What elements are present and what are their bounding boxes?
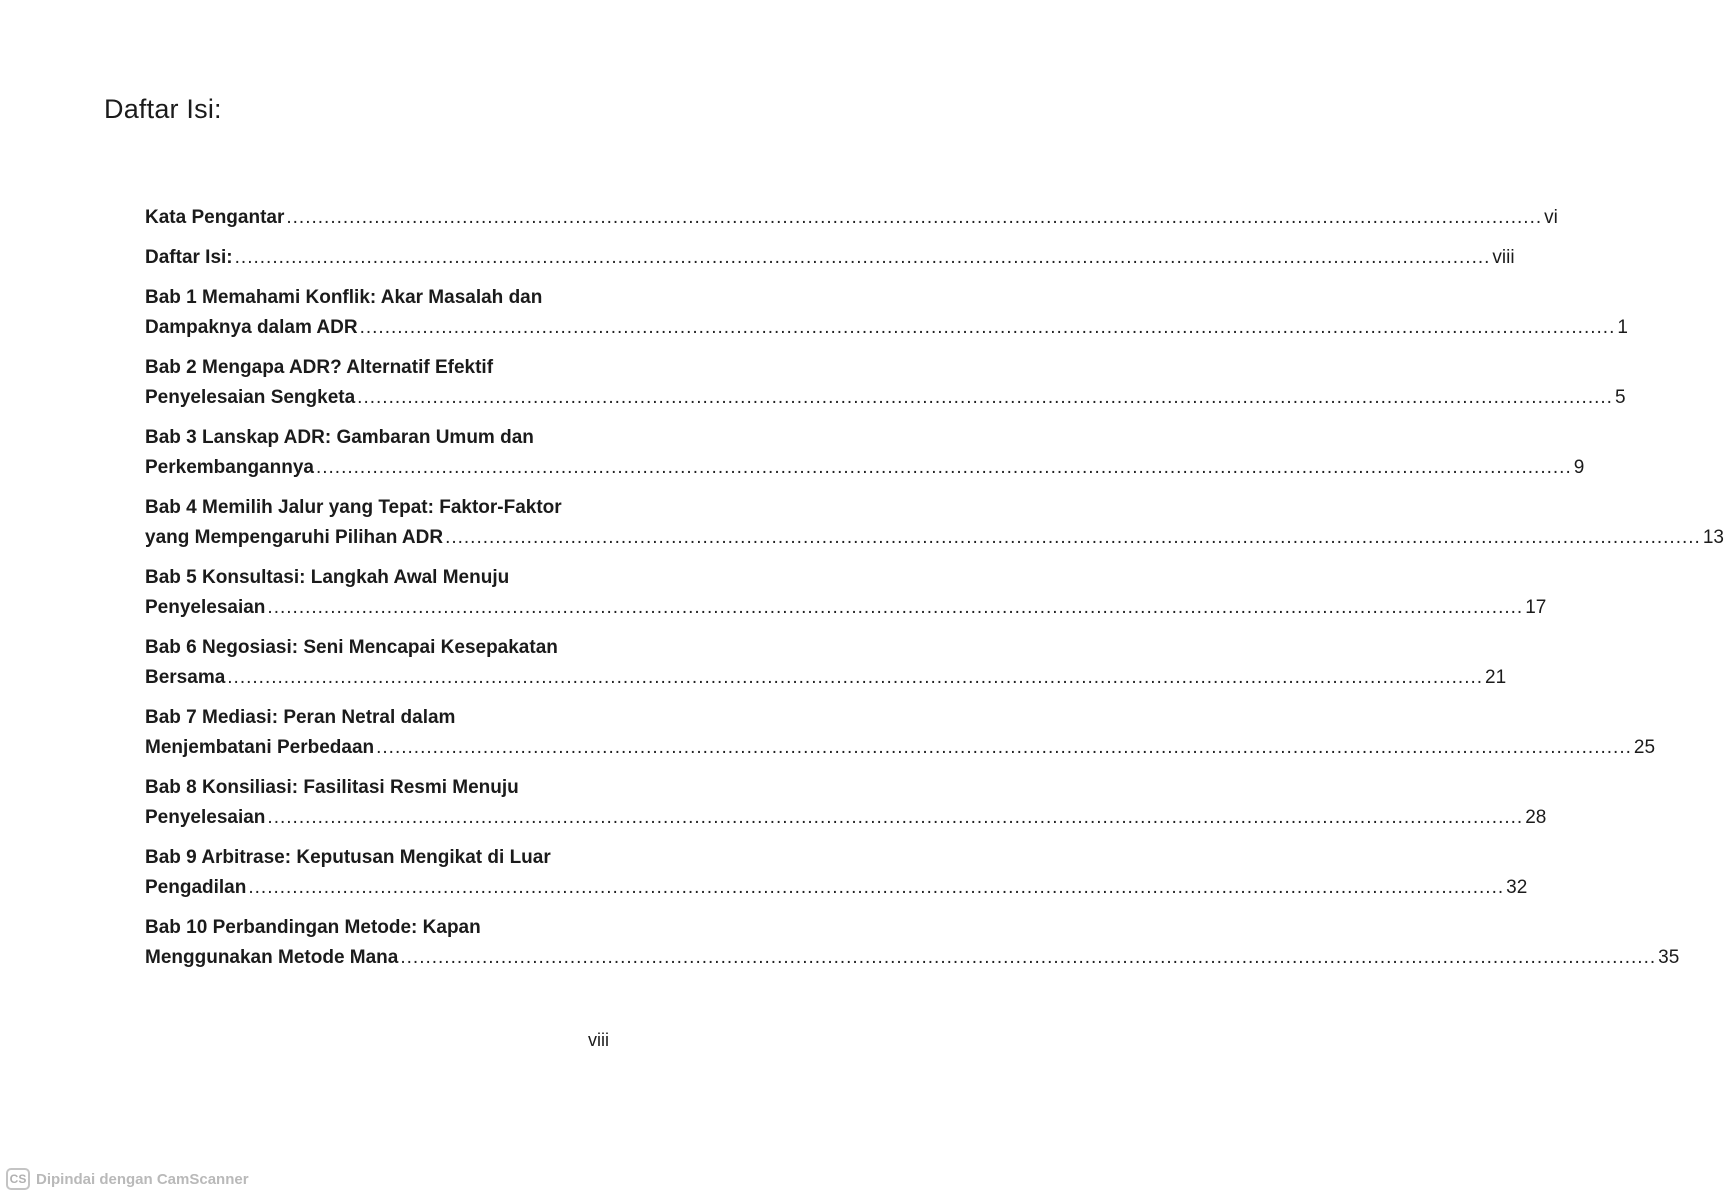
table-of-contents (145, 203, 1724, 973)
toc-entry-title-line: Bab 2 Mengapa ADR? Alternatif Efektif (145, 357, 494, 378)
toc-entry-title: yang Mempengaruhi Pilihan ADR (145, 527, 444, 548)
toc-entry (145, 703, 1656, 763)
toc-entry (145, 203, 1558, 233)
dot-leader: ........................................................................................................................................................................................................ (286, 207, 1543, 228)
dot-leader: ........................................................................................................................................................................................................ (357, 387, 1613, 408)
toc-entry-page: 21 (1485, 667, 1507, 688)
toc-entry-title-line: Bab 9 Arbitrase: Keputusan Mengikat di Luar (145, 847, 551, 868)
camscanner-logo-icon: CS (6, 1168, 30, 1190)
toc-entry-title: Bersama (145, 667, 226, 688)
toc-entry-page: 9 (1573, 457, 1585, 478)
toc-entry-line (145, 453, 1585, 483)
toc-entry-line (145, 243, 1515, 273)
toc-entry-line (145, 383, 1626, 413)
toc-entry-line (145, 873, 1528, 903)
camscanner-watermark (6, 1168, 249, 1190)
toc-entry-page: 32 (1506, 877, 1528, 898)
dot-leader: ........................................................................................................................................................................................................ (267, 807, 1524, 828)
toc-entry (145, 283, 1628, 343)
toc-entry (145, 633, 1507, 693)
toc-entry-title: Dampaknya dalam ADR (145, 317, 358, 338)
toc-entry-title: Kata Pengantar (145, 207, 285, 228)
dot-leader: ........................................................................................................................................................................................................ (359, 317, 1616, 338)
toc-entry-title: Penyelesaian Sengketa (145, 387, 356, 408)
toc-entry-line (145, 943, 1680, 973)
dot-leader: ........................................................................................................................................................................................................ (445, 527, 1701, 548)
toc-entry-title: Perkembangannya (145, 457, 314, 478)
toc-entry-page: 17 (1525, 597, 1547, 618)
dot-leader: ........................................................................................................................................................................................................ (248, 877, 1505, 898)
toc-entry-page: viii (1492, 247, 1515, 268)
toc-entry-page: 1 (1617, 317, 1628, 338)
toc-entry-title-line: Bab 5 Konsultasi: Langkah Awal Menuju (145, 567, 510, 588)
toc-entry (145, 423, 1585, 483)
toc-entry-page: 25 (1633, 737, 1656, 758)
toc-entry-title-line: Bab 6 Negosiasi: Seni Mencapai Kesepakatan (145, 637, 558, 658)
toc-entry (145, 493, 1724, 553)
toc-entry (145, 563, 1547, 623)
dot-leader: ........................................................................................................................................................................................................ (376, 737, 1632, 758)
dot-leader: ........................................................................................................................................................................................................ (227, 667, 1484, 688)
toc-entry (145, 913, 1680, 973)
toc-entry-title: Penyelesaian (145, 807, 266, 828)
dot-leader: ........................................................................................................................................................................................................ (315, 457, 1572, 478)
toc-entry-title-line: Bab 1 Memahami Konflik: Akar Masalah dan (145, 287, 543, 308)
dot-leader: ........................................................................................................................................................................................................ (234, 247, 1491, 268)
toc-entry-page: vi (1544, 207, 1558, 228)
toc-entry-line (145, 663, 1507, 693)
toc-entry-title-line: Bab 7 Mediasi: Peran Netral dalam (145, 707, 456, 728)
toc-entry-title-line: Bab 3 Lanskap ADR: Gambaran Umum dan (145, 427, 534, 448)
toc-entry-page: 28 (1525, 807, 1547, 828)
toc-entry-title-line: Bab 10 Perbandingan Metode: Kapan (145, 917, 481, 938)
toc-entry (145, 353, 1626, 413)
toc-entry-title: Pengadilan (145, 877, 247, 898)
toc-entry-line (145, 313, 1628, 343)
toc-entry-line (145, 523, 1724, 553)
dot-leader: ........................................................................................................................................................................................................ (400, 947, 1657, 968)
page-title: Daftar Isi: (104, 94, 222, 125)
toc-entry-line (145, 203, 1558, 233)
watermark-text: Dipindai dengan CamScanner (36, 1170, 249, 1188)
toc-entry-title-line: Bab 8 Konsiliasi: Fasilitasi Resmi Menuju (145, 777, 519, 798)
toc-entry-title-line: Bab 4 Memilih Jalur yang Tepat: Faktor-Faktor (145, 497, 562, 518)
toc-entry-page: 35 (1658, 947, 1680, 968)
toc-entry (145, 773, 1547, 833)
toc-entry-title: Daftar Isi: (145, 247, 233, 268)
toc-entry-page: 13 (1702, 527, 1724, 548)
toc-entry-line (145, 593, 1547, 623)
toc-entry-title: Menggunakan Metode Mana (145, 947, 399, 968)
toc-entry (145, 243, 1515, 273)
toc-entry-title: Menjembatani Perbedaan (145, 737, 375, 758)
dot-leader: ........................................................................................................................................................................................................ (267, 597, 1524, 618)
toc-entry-page: 5 (1614, 387, 1626, 408)
toc-entry-title: Penyelesaian (145, 597, 266, 618)
toc-entry (145, 843, 1528, 903)
toc-entry-line (145, 733, 1656, 763)
toc-entry-line (145, 803, 1547, 833)
page-number: viii (588, 1030, 609, 1050)
